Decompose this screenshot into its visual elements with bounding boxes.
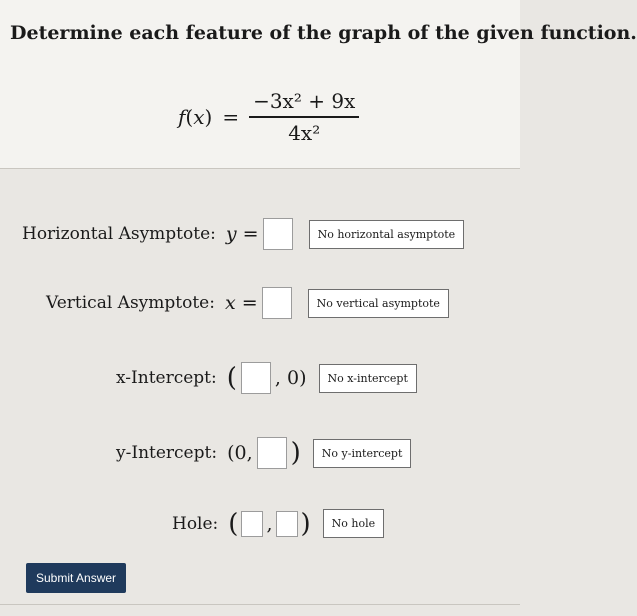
no-y-intercept-button[interactable]: No y-intercept [313, 439, 412, 468]
vertical-asymptote-row [46, 287, 449, 319]
x-intercept-input[interactable] [241, 362, 271, 394]
no-vertical-asymptote-button[interactable]: No vertical asymptote [308, 289, 449, 318]
x-intercept-label: x-Intercept: [116, 368, 217, 388]
vertical-asymptote-equation: x = [225, 287, 296, 319]
y-intercept-input[interactable] [257, 437, 287, 469]
question-panel [0, 0, 637, 168]
hole-row [172, 509, 384, 538]
function-lhs: f(x) [178, 105, 213, 129]
hole-x-input[interactable] [241, 511, 263, 537]
x-intercept-point: ( , 0) [226, 363, 307, 393]
submit-answer-button[interactable]: Submit Answer [26, 563, 126, 593]
x-intercept-row [116, 362, 417, 394]
vertical-asymptote-input[interactable] [262, 287, 292, 319]
horizontal-asymptote-input[interactable] [263, 218, 293, 250]
vertical-asymptote-label: Vertical Asymptote: [46, 293, 215, 313]
no-x-intercept-button[interactable]: No x-intercept [319, 364, 417, 393]
equals-sign: = [222, 105, 240, 129]
hole-point: ( , ) [228, 508, 311, 539]
hole-y-input[interactable] [276, 511, 298, 537]
function-formula [178, 82, 359, 152]
fraction [249, 89, 359, 145]
no-horizontal-asymptote-button[interactable]: No horizontal asymptote [309, 220, 465, 249]
horizontal-asymptote-label: Horizontal Asymptote: [22, 224, 216, 244]
y-intercept-label: y-Intercept: [116, 443, 218, 463]
y-intercept-point: (0, ) [227, 438, 301, 468]
horizontal-asymptote-equation: y = [226, 218, 297, 250]
divider [0, 168, 520, 169]
numerator: −3x² + 9x [253, 89, 356, 113]
denominator: 4x² [288, 121, 321, 145]
horizontal-asymptote-row [22, 218, 464, 250]
prompt-text: Determine each feature of the graph of the given function. [10, 22, 637, 44]
bottom-divider [0, 604, 520, 605]
hole-label: Hole: [172, 513, 219, 534]
y-intercept-row [116, 437, 411, 469]
no-hole-button[interactable]: No hole [323, 509, 384, 538]
